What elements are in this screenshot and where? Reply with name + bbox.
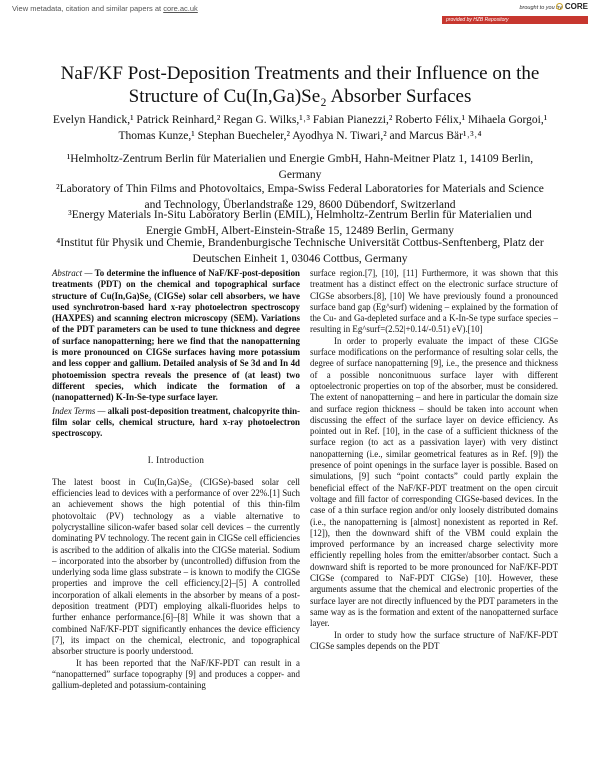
intro-paragraph-2: It has been reported that the NaF/KF-PDT can result in a “nanopatterned” surface topography [9] and produces a copper- and gallium-depleted and potassium-containing xyxy=(52,657,300,691)
right-paragraph-2: In order to properly evaluate the impact of these CIGSe surface modifications on the performance of resulting solar cells, the degree of surface nanopatterning [9], i.e., the presence and thickness of a possible nonconitnuous surface layer with different optoelectronic properties on top of the absorber, must be considered. The extent of nanopatterning – and here in particular the domain size and surface region thickness – should be taken into account when discussing the effect of the surface layer on device efficiency. As pointed out in Ref. [10], in the case of a sufficient thickness of the surface region (to act as a passivation layer) with very distinct nanopatterning (i.e., similar geometrical features as in Ref. [9]) the presence of point openings in the surface layer is possible. Based on simulations, [9] such “point contacts” could partly explain the beneficial effect of the NaF/KF-PDT treatment on the open circuit voltage and fill factor of corresponding CIGSe-based devices. In the case of a thin surface region and/or only loosely distributed domains (i.e., the nanopatterning is [almost] nonexistent as reported in Ref. [12]), then the downward shift of the VBM could explain the improved performance by an increased charge selectivity more efficiently repelling holes from the emitter/absorber contact. Such a downward shift is reported to be more pronounced for NaF/KF-PDT CIGSe (compared to NaF-PDT CIGSe) [10]. However, these arguments assume that the chemical and electronic properties of the surface layer are not directly influenced by the PDT parameters in the same way as is the formation and extent of the nanopatterned surface layer. xyxy=(310,335,558,629)
brought-by-label: brought to you by xyxy=(519,5,562,11)
title-line-2: Structure of Cu(In,Ga)Se₂ Absorber Surfaces xyxy=(128,86,472,107)
index-terms-text: alkali post-deposition treatment, chalcopyrite thin-film solar cells, chemical structure, hard x-ray photoelectron spectroscopy. xyxy=(52,405,301,439)
intro-paragraph-1: The latest boost in Cu(In,Ga)Se₂ (CIGSe)-based solar cell efficiencies lead to devices with a performance of over 22%.[1] Such an achievement shows the high potential of this thin-film photovoltaic (PV) technology as a viable alternative to polycrystalline silicon-wafer based solar cell devices – the currently dominating PV technology. The recent gain in CIGSe cell efficiencies is ascribed to the addition of alkalis into the CIGSe material. Sodium – incorporated into the absorber by (uncontrolled) diffusion from the underlying soda lime glass substrate – is known to modify the CIGSe properties and improve the cell efficiency.[2]–[5] A controlled incorporation of alkali elements in the absorber by means of a post-deposition treatment (PDT) employing alkali-fluorides helps to further enhance performance.[6]–[8] While it was shown that a combined NaF/KF-PDT significantly enhances the device efficiency [7], its impact on the chemical, electronic, and topographical absorber structure is poorly understood. xyxy=(52,476,300,657)
paper-title xyxy=(40,62,560,108)
abstract-text: To determine the influence of NaF/KF-post-deposition treatments (PDT) on the chemical and topographical surface structure of Cu(In,Ga)Se₂ (CIGSe) solar cell absorbers, we have used synchrotron-based hard x-ray photoelectron spectroscopy (HAXPES) and scanning electron microscopy (SEM). Variations of the PDT parameters can be used to tune thickness and degree of surface nanopatterning; here we find that the nanopatterning is more pronounced on CIGSe surfaces having more potassium and less copper and gallium. Detailed analysis of Se 3d and In 4d photoemission spectra reveals the presence of (at least) two different species, which indicate the formation of a (nanopatterned) K-In-Se-type surface layer. xyxy=(52,268,300,403)
left-column xyxy=(52,268,300,691)
index-terms xyxy=(52,406,300,440)
metadata-link[interactable] xyxy=(12,4,198,13)
index-terms-label: Index Terms — xyxy=(52,405,106,416)
right-column xyxy=(310,268,558,652)
right-paragraph-3: In order to study how the surface structure of NaF/KF-PDT CIGSe samples depends on the PDT xyxy=(310,629,558,651)
core-logo[interactable] xyxy=(556,2,588,11)
core-logo-text: CORE xyxy=(564,2,588,11)
section-heading-introduction: I. Introduction xyxy=(147,455,205,466)
authors-line-2: Thomas Kunze,¹ Stephan Buecheler,² Ayodhya N. Tiwari,² and Marcus Bär¹˒³˒⁴ xyxy=(118,130,482,142)
core-banner xyxy=(0,0,600,26)
right-paragraph-1: surface region.[7], [10], [11] Furthermore, it was shown that this treatment has a distinct effect on the electronic surface structure of CIGSe absorbers.[8], [10] We have previously found a pronounced surface band gap (Eg^surf) widening – explained by the formation of the Cu- and Ga-depleted surface and a K-In-Se type surface species – resulting in Eg^surf=(2.52|+0.14/-0.51) eV).[10] xyxy=(310,268,558,335)
affiliation-4: ⁴Institut für Physik und Chemie, Brandenburgische Technische Universität Cottbus-Senftenberg, Platz der Deutschen Einheit 1, 03046 Cottbus, Germany xyxy=(56,237,544,265)
author-list xyxy=(40,112,560,144)
affiliation-1: ¹Helmholtz-Zentrum Berlin für Materialien und Energie GmbH, Hahn-Meitner Platz 1, 14109 Berlin, Germany xyxy=(66,153,534,181)
metadata-link-prefix: View metadata, citation and similar papers at xyxy=(12,4,164,13)
title-line-1: NaF/KF Post-Deposition Treatments and their Influence on the xyxy=(60,63,540,84)
authors-line-1: Evelyn Handick,¹ Patrick Reinhard,² Regan G. Wilks,¹˒³ Fabian Pianezzi,² Roberto Félix,¹ Mihaela Gorgoi,¹ xyxy=(52,114,548,126)
affiliation-2: ²Laboratory of Thin Films and Photovoltaics, Empa-Swiss Federal Laboratories for Materials and Science and Technology, Überlandstraße 129, 8600 Dübendorf, Switzerland xyxy=(56,183,544,211)
core-logo-icon xyxy=(556,3,563,10)
core-site-link[interactable]: core.ac.uk xyxy=(163,4,198,13)
affiliation-3: ³Energy Materials In-Situ Laboratory Berlin (EMIL), Helmholtz-Zentrum Berlin für Materialien und Energie GmbH, Albert-Einstein-Straße 15, 12489 Berlin, Germany xyxy=(68,209,532,237)
provided-by-badge[interactable]: provided by HZB Repository xyxy=(442,16,588,24)
abstract-label: Abstract — xyxy=(52,268,93,278)
abstract xyxy=(52,268,300,404)
